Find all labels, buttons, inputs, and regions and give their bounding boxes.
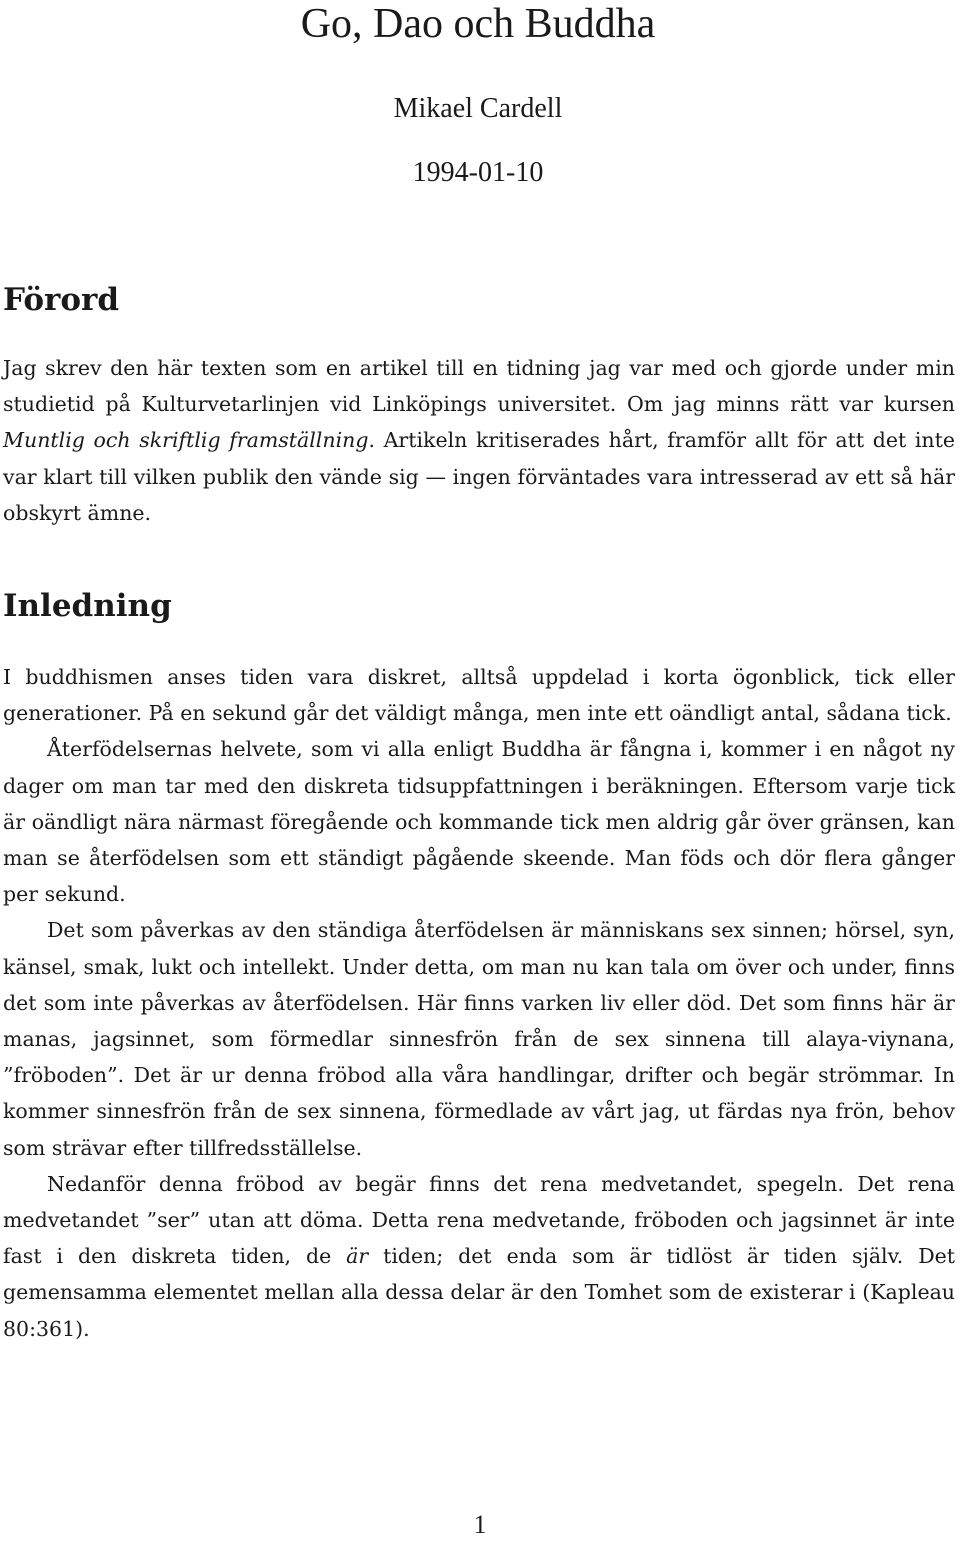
paragraph — [3, 1166, 955, 1347]
page-number: 1 — [473, 1510, 487, 1539]
emphasis: är — [346, 1244, 369, 1269]
section-heading-inledning: Inledning — [3, 588, 172, 624]
course-title-emphasis: Muntlig och skriftlig framställning — [3, 428, 369, 453]
document-date: 1994-01-10 — [412, 157, 544, 188]
paragraph-text: Jag skrev den här texten som en artikel till en tidning jag var med och gjorde under min studietid på Kulturvetarlinjen vid Linköpings universitet. Om jag minns rätt var kursen — [3, 356, 955, 417]
section-body-inledning — [3, 659, 955, 1347]
paragraph — [3, 350, 955, 531]
paragraph: Det som påverkas av den ständiga återfödelsen är människans sex sinnen; hörsel, syn, känsel, smak, lukt och intellekt. Under detta, om man nu kan tala om över och under, finns det som inte påverkas av återfödelsen. Här finns varken liv eller död. Det som finns här är manas, jagsinnet, som förmedlar sinnesfrön från de sex sinnena till alaya-viynana, ”fröboden”. Det är ur denna fröbod alla våra handlingar, drifter och begär strömmar. In kommer sinnesfrön från de sex sinnena, förmedlade av vårt jag, ut färdas nya frön, behov som strävar efter tillfredsställelse. — [3, 918, 955, 1160]
paragraph-text: . Artikeln kritiserades hårt, framför allt för att det inte var klart till vilken publik den vände sig — ingen förväntades vara intresserad av ett så här obskyrt ämne. — [3, 428, 955, 525]
section-heading-forord: Förord — [3, 282, 120, 318]
paragraph-text: tiden; det enda som är tidlöst är tiden själv. Det gemensamma elementet mellan alla dessa delar är den Tomhet som de existerar i (Kapleau 80:361). — [3, 1244, 955, 1341]
section-body-forord — [3, 350, 955, 531]
paragraph: Återfödelsernas helvete, som vi alla enligt Buddha är fångna i, kommer i en något ny dager om man tar med den diskreta tidsuppfattningen i beräkningen. Eftersom varje tick är oändligt nära närmast föregående och kommande tick men aldrig går över gränsen, kan man se återfödelsen som ett ständigt pågående skeende. Man föds och dör flera gånger per sekund. — [3, 737, 955, 907]
paragraph: I buddhismen anses tiden vara diskret, alltså uppdelad i korta ögonblick, tick eller generationer. På en sekund går det väldigt många, men inte ett oändligt antal, sådana tick. — [3, 665, 955, 726]
document-author: Mikael Cardell — [393, 93, 563, 124]
paragraph-text: Nedanför denna fröbod av begär finns det rena medvetandet, spegeln. Det rena medvetandet ”ser” utan att döma. Detta rena medvetande, fröboden och jagsinnet är inte fast i den diskreta tiden, de — [3, 1171, 955, 1269]
document-title: Go, Dao och Buddha — [300, 1, 656, 47]
